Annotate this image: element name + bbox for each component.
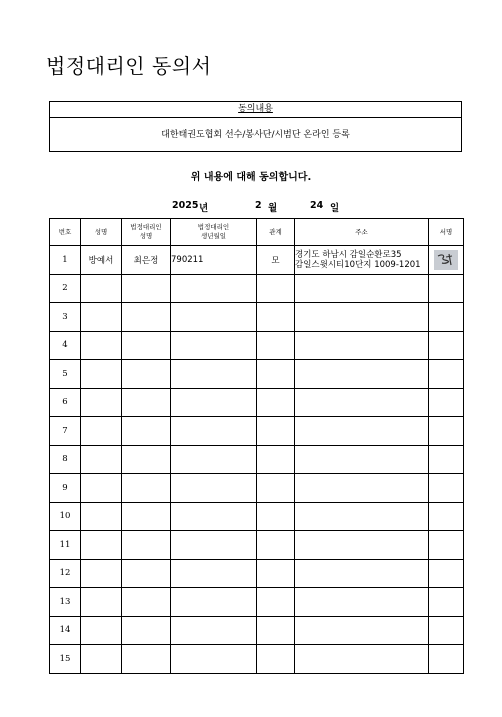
guardian-table — [49, 218, 464, 674]
table-row — [50, 331, 464, 360]
table-header-row — [50, 219, 464, 246]
header-name: 성명 — [81, 219, 122, 246]
table-row — [50, 645, 464, 674]
row-number: 15 — [50, 645, 81, 674]
row-signature — [429, 246, 464, 275]
table-row — [50, 531, 464, 560]
row-address — [295, 246, 429, 275]
row-guardian-birth: 790211 — [171, 246, 257, 275]
consent-box — [49, 101, 462, 152]
consent-body: 대한태권도협회 선수/봉사단/시범단 온라인 등록 — [161, 130, 350, 140]
table-row — [50, 445, 464, 474]
date-year: 2025 — [172, 200, 199, 211]
row-number: 4 — [50, 331, 81, 360]
header-address: 주소 — [295, 219, 429, 246]
header-guardian-birth: 법정대리인 생년월일 — [171, 219, 257, 246]
header-guardian-name: 법정대리인 성명 — [122, 219, 171, 246]
row-number: 2 — [50, 274, 81, 303]
date-year-unit: 년 — [199, 203, 209, 214]
date-day-unit: 일 — [330, 203, 340, 214]
row-number: 7 — [50, 417, 81, 446]
row-address-line1: 경기도 하남시 감일순환로35 — [295, 249, 402, 260]
row-number: 9 — [50, 474, 81, 503]
table-row — [50, 303, 464, 332]
agree-statement: 위 내용에 대해 동의합니다. — [190, 172, 312, 183]
row-number: 3 — [50, 303, 81, 332]
row-relation: 모 — [257, 246, 295, 275]
row-number: 8 — [50, 445, 81, 474]
table-row — [50, 388, 464, 417]
page-title: 법정대리인 동의서 — [46, 54, 212, 78]
row-number: 5 — [50, 360, 81, 389]
table-row — [50, 559, 464, 588]
row-number: 11 — [50, 531, 81, 560]
table-row — [50, 246, 464, 275]
date-day: 24 — [310, 200, 324, 211]
row-number: 13 — [50, 588, 81, 617]
row-number: 14 — [50, 616, 81, 645]
table-row — [50, 588, 464, 617]
signature-image — [434, 250, 458, 270]
table-row — [50, 616, 464, 645]
row-address-line2: 감일스윗시티10단지 1009-1201 — [295, 259, 421, 270]
row-number: 10 — [50, 502, 81, 531]
table-row — [50, 274, 464, 303]
date-month-unit: 월 — [268, 203, 278, 214]
header-signature: 서명 — [429, 219, 464, 246]
table-row — [50, 417, 464, 446]
table-row — [50, 360, 464, 389]
consent-header: 동의내용 — [50, 102, 461, 118]
date-month: 2 — [255, 200, 262, 211]
row-number: 6 — [50, 388, 81, 417]
row-number: 1 — [50, 246, 81, 275]
header-relation: 관계 — [257, 219, 295, 246]
row-number: 12 — [50, 559, 81, 588]
table-row — [50, 474, 464, 503]
row-guardian-name: 최은정 — [122, 246, 171, 275]
table-row — [50, 502, 464, 531]
header-number: 번호 — [50, 219, 81, 246]
row-name: 방예서 — [81, 246, 122, 275]
